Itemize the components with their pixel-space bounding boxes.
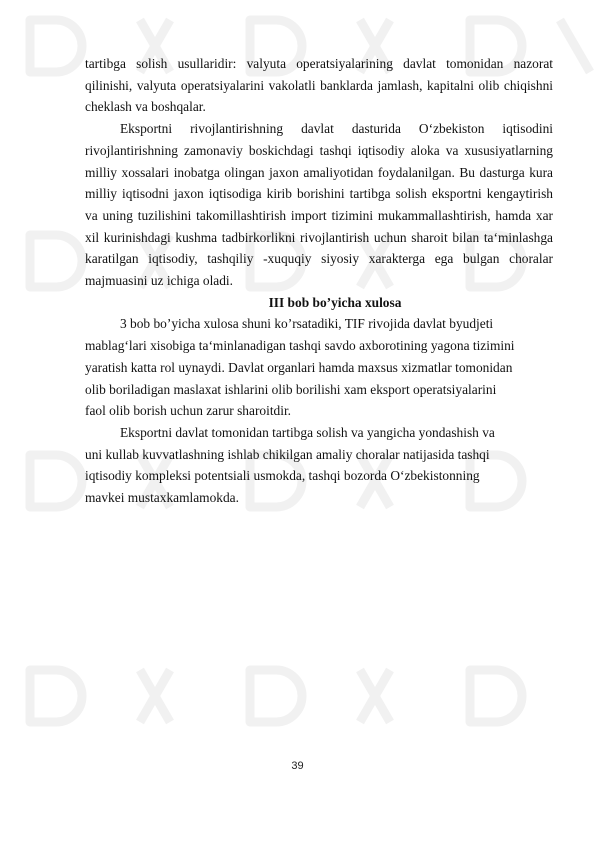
section-heading: III bob bo’yicha xulosa — [268, 294, 402, 310]
conclusion-paragraph-2: Eksportni davlat tomonidan tartibga solish va yangicha yondashish va uni kullab kuvvatlashning ishlab chikilgan amaliy choralar natijasida tashqi iqtisodiy kompleksi potentsiali usmokda, tashqi bozorda O‘zbekistonning mavkei mustaxkamlamokda. — [85, 424, 495, 506]
conclusion-paragraph-1: 3 bob bo’yicha xulosa shuni ko’rsatadiki, TIF rivojida davlat byudjeti mablag‘lari xisobiga ta‘minlanadigan tashqi savdo axborotining yagona tizimini yaratish katta rol uynaydi. Davlat organlari hamda maxsus xizmatlar tomonidan olib boriladigan maslaxat ishlarini olib borilishi xam eksport operatsiyalarini faol olib borish uchun zarur sharoitdir. — [85, 316, 515, 419]
paragraph-2: Eksportni rivojlantirishning davlat dasturida O‘zbekiston iqtisodini rivojlantirishning zamonaviy boskichdagi tashqi iqtisodiy aloka va xususiyatlarning milliy xossalari inobatga olingan jaxon amaliyotidan foydalanilgan. Bu dasturga kura milliy iqtisodni jaxon iqtisodiga kirib borishini tartibga solish eksportni kengaytirish va uning tuzilishini takomillashtirish import tizimini mukammallashtirish, hamda xar xil kurinishdagi kushma tadbirkorlikni rivojlantirish uchun sharoit bilan ta‘minlashga karatilgan iqtisodiy, tashqiliy -xuquqiy siyosiy xarakterga ega bulgan choralar majmuasini uz ichiga oladi. — [85, 121, 553, 289]
paragraph-1: tartibga solish usullaridir: valyuta operatsiyalarining davlat tomonidan nazorat qilinishi, valyuta operatsiyalarini vakolatli banklarda jamlash, kapitalni olib chiqishni cheklash va boshqalar. — [85, 56, 553, 115]
document-body — [85, 53, 553, 509]
page-number: 39 — [291, 760, 304, 772]
